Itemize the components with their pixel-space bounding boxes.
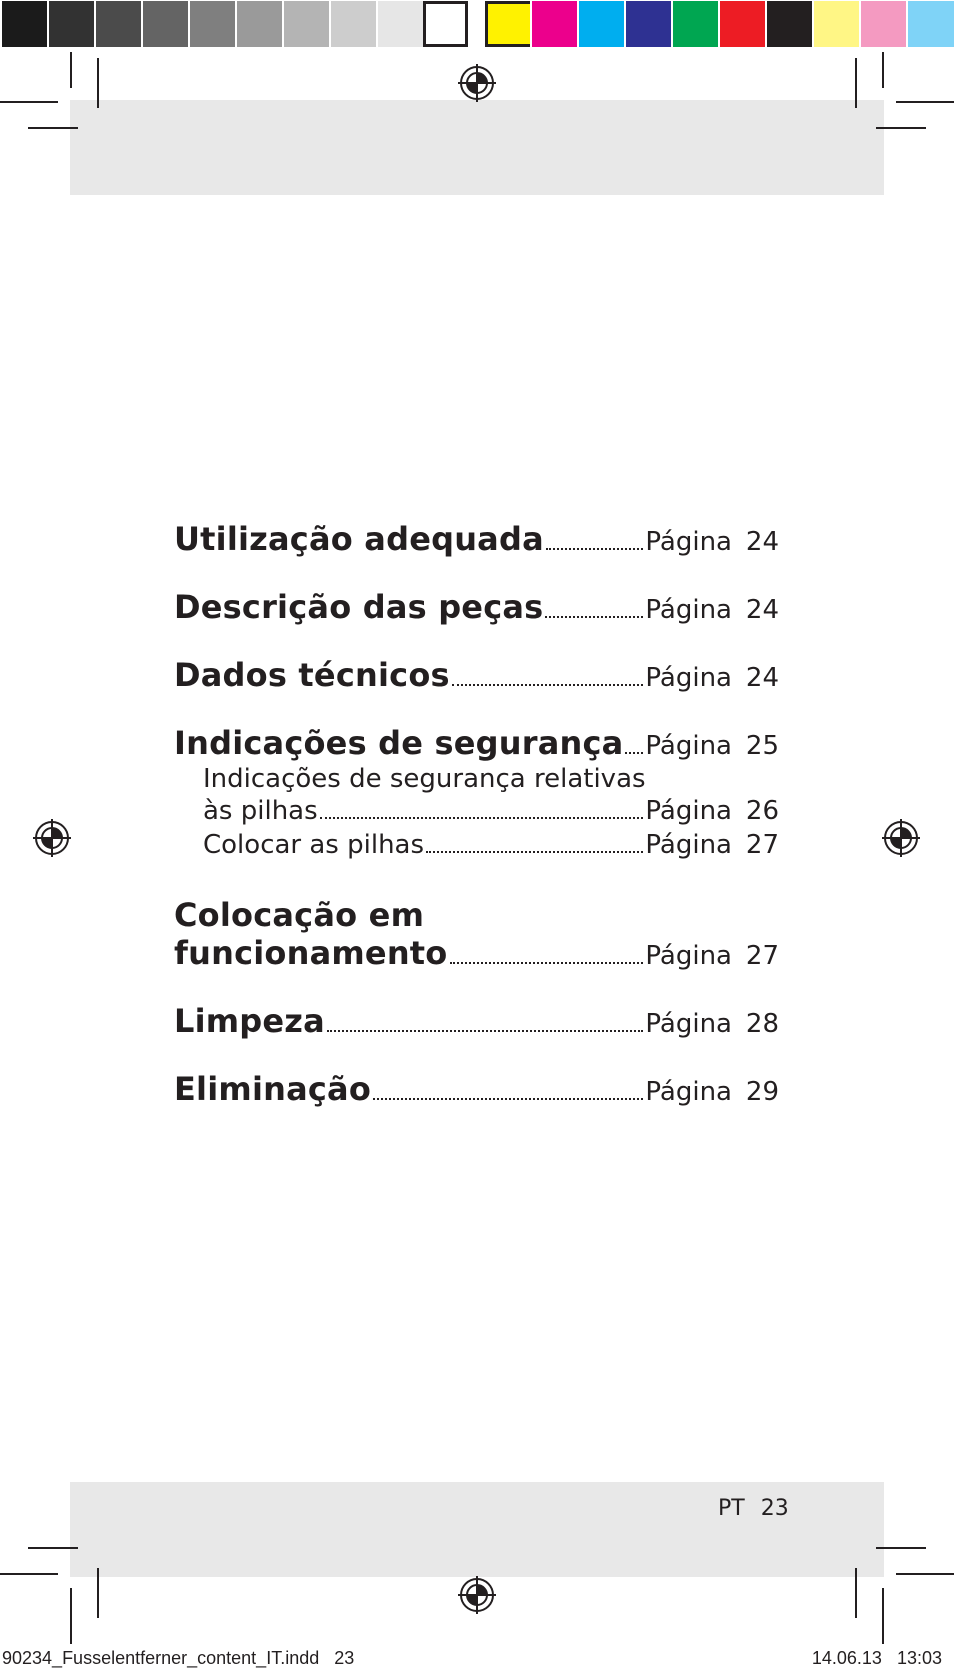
toc-subentry-colocar-pilhas[interactable] bbox=[203, 830, 779, 860]
toc-page-number: 28 bbox=[745, 1009, 779, 1039]
toc-page-number: 24 bbox=[745, 663, 779, 693]
swatch-magenta bbox=[532, 1, 577, 47]
registration-mark-icon bbox=[458, 64, 496, 102]
toc-entry-title: Eliminação bbox=[174, 1070, 372, 1108]
crop-mark bbox=[882, 1588, 884, 1644]
slug-datetime: 14.06.13 13:03 bbox=[811, 1648, 942, 1668]
swatch-gray-9 bbox=[378, 1, 423, 47]
toc-page-label: Página bbox=[645, 731, 732, 761]
toc-page-number: 27 bbox=[745, 830, 779, 860]
toc-entry-dados-tecnicos[interactable] bbox=[174, 656, 779, 694]
toc-page-number: 29 bbox=[745, 1077, 779, 1107]
dot-leader bbox=[545, 616, 643, 618]
toc-entry-title: Indicações de segurança bbox=[174, 724, 624, 762]
crop-mark bbox=[28, 127, 78, 129]
swatch-gray-2 bbox=[49, 1, 94, 47]
toc-page-label: Página bbox=[645, 527, 732, 557]
swatch-white bbox=[423, 1, 468, 47]
crop-mark bbox=[0, 101, 58, 103]
toc-page-label: Página bbox=[645, 830, 732, 860]
swatch-green bbox=[673, 1, 718, 47]
toc-entry-limpeza[interactable] bbox=[174, 1002, 779, 1040]
toc-entry-indicacoes-seguranca[interactable] bbox=[174, 724, 779, 762]
toc-page-number: 26 bbox=[745, 796, 779, 826]
toc-entry-title: funcionamento bbox=[174, 934, 448, 972]
toc-page-label: Página bbox=[645, 1077, 732, 1107]
dot-leader bbox=[426, 851, 643, 853]
toc-subentry-pilhas-seguranca[interactable] bbox=[203, 764, 779, 826]
swatch-yellow bbox=[485, 1, 530, 47]
toc-page-label: Página bbox=[645, 796, 732, 826]
toc-page-number: 27 bbox=[745, 941, 779, 971]
registration-mark-icon bbox=[882, 819, 920, 857]
toc-entry-title: Descrição das peças bbox=[174, 588, 544, 626]
registration-mark-icon bbox=[33, 819, 71, 857]
crop-mark bbox=[97, 58, 99, 108]
dot-leader bbox=[450, 962, 644, 964]
crop-mark bbox=[70, 52, 72, 88]
toc-entry-eliminacao[interactable] bbox=[174, 1070, 779, 1108]
crop-mark bbox=[97, 1568, 99, 1618]
swatch-cyan bbox=[579, 1, 624, 47]
color-calibration-bar bbox=[0, 0, 954, 50]
swatch-gray-3 bbox=[96, 1, 141, 47]
swatch-light-cyan bbox=[908, 1, 954, 47]
swatch-gray-6 bbox=[237, 1, 282, 47]
page-number: 23 bbox=[760, 1496, 789, 1521]
toc-page-number: 24 bbox=[745, 595, 779, 625]
toc-page-label: Página bbox=[645, 663, 732, 693]
toc-entry-title: Dados técnicos bbox=[174, 656, 450, 694]
table-of-contents bbox=[174, 520, 779, 1108]
page-footer bbox=[718, 1496, 789, 1521]
crop-mark bbox=[876, 1547, 926, 1549]
toc-entry-utilizacao[interactable] bbox=[174, 520, 779, 558]
toc-entry-title-line1: Indicações de segurança relativas bbox=[203, 764, 646, 794]
dot-leader bbox=[625, 752, 643, 754]
toc-entry-title: às pilhas bbox=[203, 796, 318, 826]
dot-leader bbox=[452, 684, 644, 686]
toc-entry-title: Utilização adequada bbox=[174, 520, 544, 558]
dot-leader bbox=[373, 1098, 643, 1100]
swatch-gray-1 bbox=[2, 1, 47, 47]
crop-mark bbox=[882, 52, 884, 88]
dot-leader bbox=[327, 1030, 643, 1032]
language-code: PT bbox=[718, 1496, 745, 1521]
crop-mark bbox=[896, 101, 954, 103]
slug-filename: 90234_Fusselentferner_content_IT.indd 23 bbox=[2, 1648, 355, 1668]
swatch-gray-7 bbox=[284, 1, 329, 47]
toc-entry-descricao[interactable] bbox=[174, 588, 779, 626]
crop-mark bbox=[896, 1573, 954, 1575]
registration-mark-icon bbox=[458, 1576, 496, 1614]
toc-page-number: 25 bbox=[745, 731, 779, 761]
swatch-black bbox=[767, 1, 812, 47]
crop-mark bbox=[70, 1588, 72, 1644]
swatch-blue bbox=[626, 1, 671, 47]
toc-entry-title: Limpeza bbox=[174, 1002, 325, 1040]
swatch-gray-8 bbox=[331, 1, 376, 47]
toc-page-number: 24 bbox=[745, 527, 779, 557]
dot-leader bbox=[320, 817, 644, 819]
swatch-red bbox=[720, 1, 765, 47]
swatch-pink bbox=[861, 1, 906, 47]
crop-mark bbox=[28, 1547, 78, 1549]
crop-mark bbox=[0, 1573, 58, 1575]
swatch-light-yellow bbox=[814, 1, 859, 47]
crop-mark bbox=[855, 1568, 857, 1618]
toc-entry-title-line1: Colocação em bbox=[174, 896, 425, 934]
toc-page-label: Página bbox=[645, 941, 732, 971]
toc-page-label: Página bbox=[645, 595, 732, 625]
crop-mark bbox=[876, 127, 926, 129]
toc-page-label: Página bbox=[645, 1009, 732, 1039]
toc-entry-colocacao-funcionamento[interactable] bbox=[174, 896, 779, 972]
header-band bbox=[70, 100, 884, 195]
toc-entry-title: Colocar as pilhas bbox=[203, 830, 425, 860]
crop-mark bbox=[855, 58, 857, 108]
swatch-gray-5 bbox=[190, 1, 235, 47]
swatch-gray-4 bbox=[143, 1, 188, 47]
dot-leader bbox=[546, 548, 644, 550]
